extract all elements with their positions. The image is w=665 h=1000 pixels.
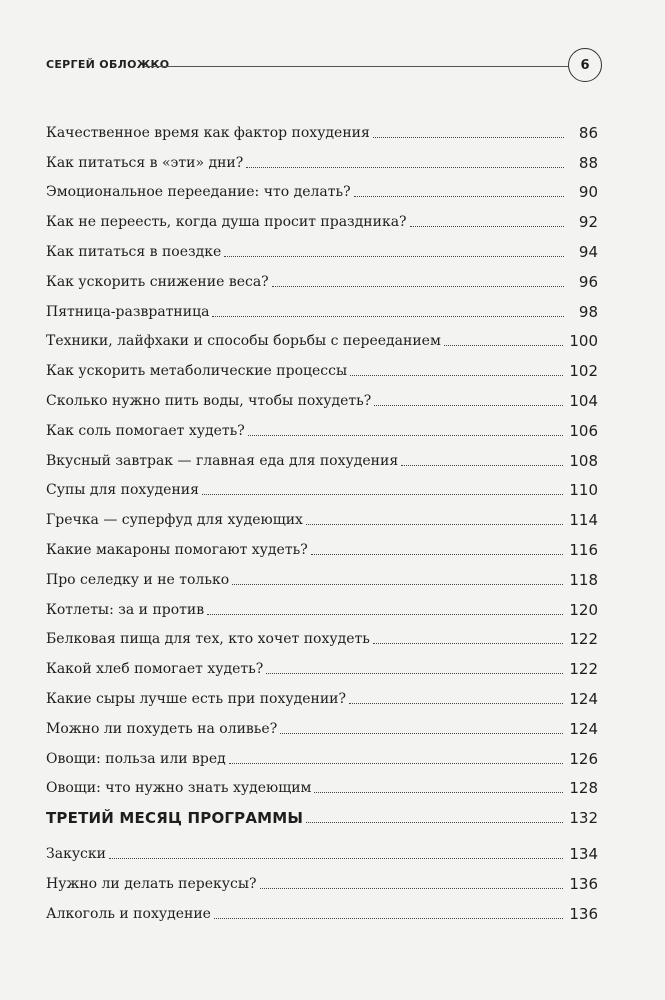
toc-entry bbox=[46, 738, 598, 768]
dot-leader bbox=[280, 733, 563, 734]
toc-entry-page: 122 bbox=[569, 660, 598, 679]
dot-leader bbox=[349, 703, 563, 704]
toc-entry-title: Алкоголь и похудение bbox=[46, 905, 211, 922]
toc-entry-title: Какие сыры лучше есть при похудении? bbox=[46, 690, 346, 707]
toc-entry-title: Эмоциональное переедание: что делать? bbox=[46, 184, 351, 201]
toc-entry bbox=[46, 619, 598, 649]
toc-entry-page: 86 bbox=[578, 123, 598, 142]
toc-entry bbox=[46, 470, 598, 500]
toc-entry-title: Овощи: что нужно знать худеющим bbox=[46, 780, 312, 797]
dot-leader bbox=[354, 196, 564, 197]
dot-leader bbox=[306, 524, 563, 525]
toc-entry bbox=[46, 350, 598, 380]
toc-entry-page: 134 bbox=[569, 845, 598, 864]
dot-leader bbox=[306, 822, 563, 823]
dot-leader bbox=[272, 286, 564, 287]
toc-entry-page: 124 bbox=[569, 719, 598, 738]
toc-entry bbox=[46, 112, 598, 142]
toc-entry-page: 96 bbox=[578, 272, 598, 291]
toc-entry-title: Качественное время как фактор похудения bbox=[46, 124, 370, 141]
toc-entry-page: 128 bbox=[569, 779, 598, 798]
dot-leader bbox=[260, 888, 564, 889]
toc-entry bbox=[46, 559, 598, 589]
toc-entry-title: Про селедку и не только bbox=[46, 571, 230, 588]
toc-entry bbox=[46, 410, 598, 440]
dot-leader bbox=[266, 673, 563, 674]
dot-leader bbox=[229, 763, 564, 764]
toc-entry-title: Пятница-развратница bbox=[46, 303, 210, 320]
header-rule bbox=[144, 66, 576, 67]
toc-entry-page: 110 bbox=[569, 481, 598, 500]
toc-entry-page: 98 bbox=[578, 302, 598, 321]
toc-section-heading bbox=[46, 805, 598, 827]
toc-entry-page: 106 bbox=[569, 421, 598, 440]
toc-entry-title: Вкусный завтрак — главная еда для похудения bbox=[46, 452, 399, 469]
toc-entry bbox=[46, 261, 598, 291]
toc-entry bbox=[46, 231, 598, 261]
toc-entry bbox=[46, 648, 598, 678]
dot-leader bbox=[202, 494, 563, 495]
toc-entry-title: Как ускорить снижение веса? bbox=[46, 273, 269, 290]
toc-entry bbox=[46, 291, 598, 321]
toc-entry-title: Как соль помогает худеть? bbox=[46, 422, 245, 439]
toc-entry-page: 92 bbox=[578, 213, 598, 232]
dot-leader bbox=[401, 465, 563, 466]
toc-entry-title: Какой хлеб помогает худеть? bbox=[46, 661, 264, 678]
toc-entry bbox=[46, 380, 598, 410]
toc-entry-title: Техники, лайфхаки и способы борьбы с перееданием bbox=[46, 333, 441, 350]
toc-entry-title: Нужно ли делать перекусы? bbox=[46, 875, 257, 892]
toc-entry bbox=[46, 201, 598, 231]
dot-leader bbox=[248, 435, 564, 436]
toc-entry-page: 136 bbox=[569, 904, 598, 923]
toc-entry bbox=[46, 708, 598, 738]
toc-entry bbox=[46, 678, 598, 708]
toc-entry-title: Как ускорить метаболические процессы bbox=[46, 363, 348, 380]
toc-entry bbox=[46, 440, 598, 470]
toc-entry-title: Закуски bbox=[46, 846, 106, 863]
toc-entry-page: 88 bbox=[578, 153, 598, 172]
dot-leader bbox=[444, 345, 564, 346]
toc-entry-page: 102 bbox=[569, 362, 598, 381]
dot-leader bbox=[373, 137, 564, 138]
toc-entry-title: Можно ли похудеть на оливье? bbox=[46, 720, 278, 737]
toc-entry-title: Гречка — суперфуд для худеющих bbox=[46, 512, 303, 529]
section-page-number: 132 bbox=[569, 809, 598, 828]
dot-leader bbox=[373, 643, 564, 644]
dot-leader bbox=[314, 792, 563, 793]
toc-entry-title: Как питаться в «эти» дни? bbox=[46, 154, 244, 171]
page-number: 6 bbox=[580, 57, 590, 73]
toc-entry-page: 94 bbox=[578, 242, 598, 261]
dot-leader bbox=[232, 584, 563, 585]
toc-entry-page: 124 bbox=[569, 689, 598, 708]
toc-entry-page: 122 bbox=[569, 630, 598, 649]
toc-entry bbox=[46, 893, 598, 923]
toc-entry bbox=[46, 172, 598, 202]
section-title: ТРЕТИЙ МЕСЯЦ ПРОГРАММЫ bbox=[46, 809, 304, 828]
toc-entry bbox=[46, 589, 598, 619]
toc-entry bbox=[46, 833, 598, 863]
toc-entry-page: 120 bbox=[569, 600, 598, 619]
running-head-author: СЕРГЕЙ ОБЛОЖКО bbox=[46, 58, 170, 71]
toc-entry bbox=[46, 499, 598, 529]
toc-entry-title: Как питаться в поездке bbox=[46, 243, 222, 260]
toc-section-entry-list bbox=[46, 833, 598, 922]
toc-entry-title: Белковая пища для тех, кто хочет похудеть bbox=[46, 631, 370, 648]
page-header bbox=[46, 46, 606, 86]
toc-entry-title: Какие макароны помогают худеть? bbox=[46, 541, 308, 558]
toc-entry-page: 126 bbox=[569, 749, 598, 768]
dot-leader bbox=[410, 226, 564, 227]
toc-entry-page: 104 bbox=[569, 391, 598, 410]
toc-entry-title: Котлеты: за и против bbox=[46, 601, 205, 618]
toc-entry-title: Сколько нужно пить воды, чтобы похудеть? bbox=[46, 392, 372, 409]
dot-leader bbox=[246, 167, 564, 168]
page-number-badge bbox=[568, 48, 602, 82]
table-of-contents bbox=[46, 112, 598, 923]
toc-entry-list bbox=[46, 112, 598, 797]
toc-entry bbox=[46, 863, 598, 893]
dot-leader bbox=[212, 316, 564, 317]
toc-entry-page: 90 bbox=[578, 183, 598, 202]
dot-leader bbox=[374, 405, 563, 406]
toc-entry-page: 114 bbox=[569, 511, 598, 530]
toc-entry bbox=[46, 142, 598, 172]
dot-leader bbox=[207, 614, 563, 615]
toc-entry-page: 116 bbox=[569, 540, 598, 559]
dot-leader bbox=[350, 375, 563, 376]
dot-leader bbox=[224, 256, 564, 257]
toc-entry-title: Супы для похудения bbox=[46, 482, 199, 499]
toc-entry-page: 108 bbox=[569, 451, 598, 470]
toc-entry-page: 136 bbox=[569, 874, 598, 893]
toc-entry-page: 100 bbox=[569, 332, 598, 351]
toc-entry bbox=[46, 529, 598, 559]
toc-entry-title: Как не переесть, когда душа просит праздника? bbox=[46, 214, 407, 231]
toc-entry bbox=[46, 321, 598, 351]
toc-entry-title: Овощи: польза или вред bbox=[46, 750, 226, 767]
dot-leader bbox=[109, 858, 563, 859]
dot-leader bbox=[311, 554, 564, 555]
dot-leader bbox=[214, 918, 563, 919]
toc-entry bbox=[46, 768, 598, 798]
toc-entry-page: 118 bbox=[569, 570, 598, 589]
